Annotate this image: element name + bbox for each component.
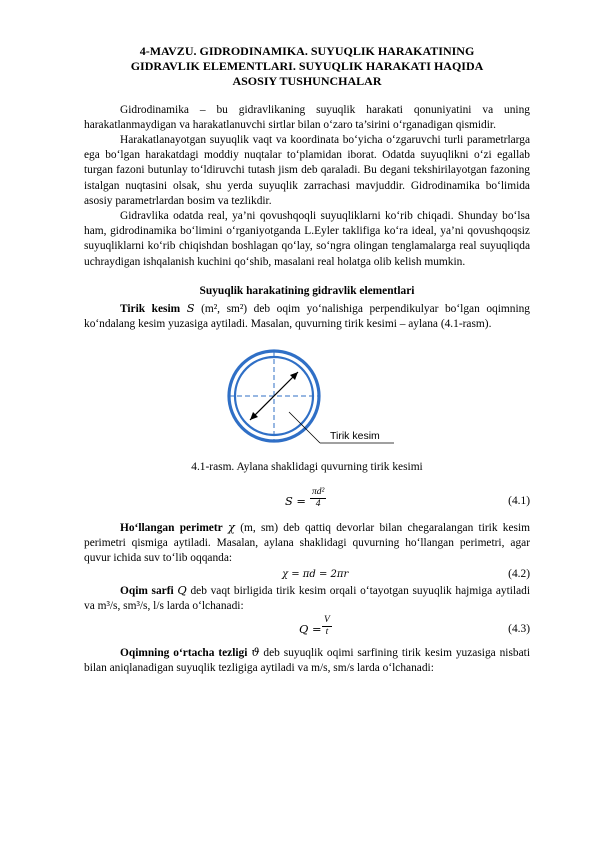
paragraph-oqim-sarfi xyxy=(84,583,530,614)
symbol-theta: ϑ xyxy=(251,644,260,659)
term-tirik-kesim: Tirik kesim xyxy=(120,303,181,316)
formula-4-3-numerator: V xyxy=(324,614,330,625)
paragraph-gidrodinamika: Gidrodinamika – bu gidravlikaning suyuqlik harakati qonuniyatini va uning harakatlanmaydigan va harakatlanuvchi sirtlar bilan o‘zaro ta’sirini o‘rganadigan qismidir. xyxy=(84,103,530,131)
title-line-3: ASOSIY TUSHUNCHALAR xyxy=(232,74,382,89)
formula-4-2 xyxy=(84,566,530,583)
figure-label: Tirik kesim xyxy=(330,430,380,443)
formula-4-2-expression: χ = πd = 2πr xyxy=(282,569,349,581)
text-oqim-sarfi: deb vaqt birligida tirik kesim orqali o‘tayotgan suyuqlik hajmiga aytiladi va m³/s, sm³/s, l/s larda o‘lchanadi: xyxy=(84,585,530,613)
title-line-2: GIDRAVLIK ELEMENTLARI. SUYUQLIK HARAKATI HAQIDA xyxy=(130,59,484,74)
pipe-cross-section-diagram xyxy=(84,338,530,456)
document-page xyxy=(84,44,530,676)
page-title xyxy=(84,44,530,90)
formula-4-3 xyxy=(84,615,530,645)
formula-4-2-number: (4.2) xyxy=(508,568,530,581)
paragraph-harakat: Harakatlanayotgan suyuqlik vaqt va koordinata bo‘yicha o‘zgaruvchi turli parametrlarga ega bo‘lgan harakatdagi moddiy nuqtalar to‘plamidan iborat. Odatda suyuqlikni o‘zi egallab turgan fazoni butunlay to‘ldiruvchi tutash jism deb qaraladi. Bu degani tekshirilayotgan fazoning istalgan nuqtasini olsak, shu yerda suyuqlik zarrachasi mavjuddir. Gidrodinamika bo‘limida asosiy parametrlardan bosim va tezlikdir. xyxy=(84,134,530,207)
figure-pipe-cross-section xyxy=(84,338,530,456)
formula-4-1 xyxy=(84,488,530,520)
formula-4-3-lhs: Q = xyxy=(299,621,322,636)
formula-4-3-denominator: t xyxy=(325,626,329,637)
formula-4-3-fraction xyxy=(322,615,332,638)
paragraph-tezlik xyxy=(84,645,530,676)
paragraph-tirik-kesim xyxy=(84,301,530,332)
figure-caption: 4.1-rasm. Aylana shaklidagi quvurning tirik kesimi xyxy=(191,461,423,474)
formula-4-1-lhs: S = xyxy=(285,493,306,508)
formula-4-1-numerator: πd² xyxy=(312,486,325,497)
term-tezlik: Oqimning o‘rtacha tezligi xyxy=(120,646,248,659)
formula-4-3-number: (4.3) xyxy=(508,622,530,635)
units-tirik-kesim: (m², sm²) xyxy=(201,303,248,316)
formula-4-1-number: (4.1) xyxy=(508,494,530,507)
text-tirik-kesim: deb oqim yo‘nalishiga perpendikulyar bo‘lgan oqimning ko‘ndalang kesim yuzasiga aytiladi. Masalan, quvurning tirik kesimi – aylana (4.1-rasm). xyxy=(84,303,530,331)
title-line-1: 4-MAVZU. GIDRODINAMIKA. SUYUQLIK HARAKATINING xyxy=(139,44,475,58)
formula-4-1-fraction xyxy=(310,487,326,510)
symbol-q: Q xyxy=(177,583,187,598)
paragraph-perimetr xyxy=(84,520,530,567)
term-oqim-sarfi: Oqim sarfi xyxy=(120,585,174,598)
symbol-chi: χ xyxy=(228,519,235,534)
section-heading: Suyuqlik harakatining gidravlik elementlari xyxy=(199,284,415,297)
text-perimetr: (m, sm) deb qattiq devorlar bilan chegaralangan tirik kesim perimetri qismiga aytiladi. Masalan, aylana shaklidagi quvurning ho‘llangan perimetri, agar quvur ichida suv to‘lib oqqanda: xyxy=(84,521,530,565)
formula-4-1-denominator: 4 xyxy=(315,498,321,509)
paragraph-gidravlika: Gidravlika odatda real, ya’ni qovushqoqli suyuqliklarni ko‘rib chiqadi. Shunday bo‘lsa ham, gidrodinamika bo‘limini o‘rganiyotganda L.Eyler taklifiga ko‘ra ideal, ya’ni qovushqoqsiz suyuqliklarni ko‘rib chiqishdan boshlagan qo‘lay, so‘ngra olingan tenglamalarga real suyuqliqda uchraydigan ishqalanish kuchini qo‘shib, masalani real holatga olib kelish mumkin. xyxy=(84,210,530,268)
term-perimetr: Ho‘llangan perimetr xyxy=(120,521,223,534)
symbol-s: S xyxy=(186,301,195,316)
text-tezlik: deb suyuqlik oqimi sarfining tirik kesim yuzasiga nisbati bilan aniqlanadigan suyuqlik tezligiga aytiladi va m/s, sm/s larda o‘lchanadi: xyxy=(84,646,530,674)
